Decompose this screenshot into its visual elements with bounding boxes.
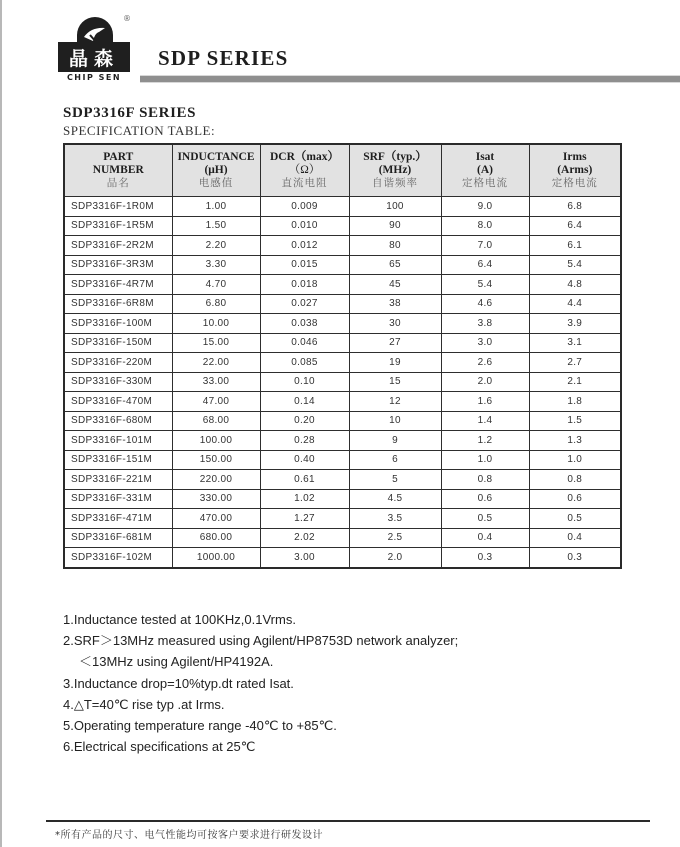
registered-mark: ® bbox=[123, 14, 131, 23]
section-title: SDP3316F SERIES bbox=[63, 105, 197, 121]
cell-dcr: 0.085 bbox=[260, 353, 349, 373]
cell-srf: 80 bbox=[349, 236, 441, 256]
header-part-number: PART NUMBER 品名 bbox=[64, 144, 172, 197]
cell-isat: 0.3 bbox=[441, 548, 529, 568]
cell-srf: 2.5 bbox=[349, 528, 441, 548]
cell-inductance: 4.70 bbox=[172, 275, 260, 295]
cell-dcr: 0.046 bbox=[260, 333, 349, 353]
cell-srf: 9 bbox=[349, 431, 441, 451]
cell-irms: 1.5 bbox=[529, 411, 621, 431]
cell-isat: 1.4 bbox=[441, 411, 529, 431]
cell-dcr: 0.027 bbox=[260, 294, 349, 314]
cell-isat: 5.4 bbox=[441, 275, 529, 295]
table-row bbox=[64, 275, 621, 295]
cell-isat: 0.8 bbox=[441, 470, 529, 490]
cell-inductance: 1.50 bbox=[172, 216, 260, 236]
table-row bbox=[64, 392, 621, 412]
cell-dcr: 0.61 bbox=[260, 470, 349, 490]
cell-part-number: SDP3316F-6R8M bbox=[64, 294, 172, 314]
cell-inductance: 1000.00 bbox=[172, 548, 260, 568]
note-2-continued: ＜13MHz using Agilent/HP4192A. bbox=[79, 654, 274, 670]
cell-dcr: 0.14 bbox=[260, 392, 349, 412]
cell-srf: 3.5 bbox=[349, 509, 441, 529]
cell-srf: 30 bbox=[349, 314, 441, 334]
table-row bbox=[64, 333, 621, 353]
cell-srf: 10 bbox=[349, 411, 441, 431]
cell-irms: 4.8 bbox=[529, 275, 621, 295]
footer-divider bbox=[46, 820, 650, 822]
cell-part-number: SDP3316F-2R2M bbox=[64, 236, 172, 256]
footer-note: *所有产品的尺寸、电气性能均可按客户要求进行研发设计 bbox=[55, 830, 323, 841]
cell-dcr: 0.20 bbox=[260, 411, 349, 431]
cell-isat: 2.6 bbox=[441, 353, 529, 373]
cell-inductance: 47.00 bbox=[172, 392, 260, 412]
table-row bbox=[64, 314, 621, 334]
cell-inductance: 150.00 bbox=[172, 450, 260, 470]
cell-isat: 9.0 bbox=[441, 197, 529, 217]
note-4: 4.△T=40℃ rise typ .at Irms. bbox=[63, 696, 225, 712]
cell-isat: 1.0 bbox=[441, 450, 529, 470]
cell-part-number: SDP3316F-100M bbox=[64, 314, 172, 334]
cell-isat: 0.6 bbox=[441, 489, 529, 509]
cell-srf: 2.0 bbox=[349, 548, 441, 568]
cell-inductance: 6.80 bbox=[172, 294, 260, 314]
header-inductance: INDUCTANCE (μH) 电感值 bbox=[172, 144, 260, 197]
cell-inductance: 22.00 bbox=[172, 353, 260, 373]
note-2: 2.SRF＞13MHz measured using Agilent/HP8753D network analyzer; bbox=[63, 633, 459, 649]
cell-srf: 45 bbox=[349, 275, 441, 295]
table-row bbox=[64, 197, 621, 217]
cell-irms: 1.8 bbox=[529, 392, 621, 412]
cell-isat: 8.0 bbox=[441, 216, 529, 236]
company-logo bbox=[57, 14, 135, 84]
cell-dcr: 0.40 bbox=[260, 450, 349, 470]
cell-srf: 15 bbox=[349, 372, 441, 392]
table-row bbox=[64, 470, 621, 490]
cell-part-number: SDP3316F-331M bbox=[64, 489, 172, 509]
series-title: SDP SERIES bbox=[158, 46, 289, 70]
cell-part-number: SDP3316F-680M bbox=[64, 411, 172, 431]
cell-srf: 65 bbox=[349, 255, 441, 275]
table-row bbox=[64, 294, 621, 314]
cell-irms: 2.1 bbox=[529, 372, 621, 392]
cell-inductance: 15.00 bbox=[172, 333, 260, 353]
cell-srf: 27 bbox=[349, 333, 441, 353]
cell-irms: 0.6 bbox=[529, 489, 621, 509]
cell-isat: 2.0 bbox=[441, 372, 529, 392]
table-row bbox=[64, 372, 621, 392]
header-srf: SRF（typ.） (MHz) 自谐频率 bbox=[349, 144, 441, 197]
cell-dcr: 0.015 bbox=[260, 255, 349, 275]
table-caption: SPECIFICATION TABLE: bbox=[63, 123, 216, 138]
table-row bbox=[64, 353, 621, 373]
cell-inductance: 2.20 bbox=[172, 236, 260, 256]
cell-part-number: SDP3316F-220M bbox=[64, 353, 172, 373]
cell-part-number: SDP3316F-681M bbox=[64, 528, 172, 548]
cell-srf: 6 bbox=[349, 450, 441, 470]
cell-inductance: 330.00 bbox=[172, 489, 260, 509]
cell-part-number: SDP3316F-330M bbox=[64, 372, 172, 392]
logo-cn-text: 晶森 bbox=[58, 42, 130, 72]
cell-inductance: 680.00 bbox=[172, 528, 260, 548]
cell-part-number: SDP3316F-150M bbox=[64, 333, 172, 353]
cell-srf: 100 bbox=[349, 197, 441, 217]
cell-inductance: 10.00 bbox=[172, 314, 260, 334]
note-1: 1.Inductance tested at 100KHz,0.1Vrms. bbox=[63, 612, 296, 627]
cell-srf: 12 bbox=[349, 392, 441, 412]
cell-irms: 1.0 bbox=[529, 450, 621, 470]
cell-isat: 3.8 bbox=[441, 314, 529, 334]
cell-part-number: SDP3316F-102M bbox=[64, 548, 172, 568]
cell-part-number: SDP3316F-151M bbox=[64, 450, 172, 470]
page-edge bbox=[0, 0, 2, 847]
cell-dcr: 1.27 bbox=[260, 509, 349, 529]
cell-dcr: 0.018 bbox=[260, 275, 349, 295]
cell-irms: 3.9 bbox=[529, 314, 621, 334]
cell-irms: 6.8 bbox=[529, 197, 621, 217]
cell-isat: 3.0 bbox=[441, 333, 529, 353]
cell-part-number: SDP3316F-3R3M bbox=[64, 255, 172, 275]
cell-srf: 5 bbox=[349, 470, 441, 490]
table-row bbox=[64, 236, 621, 256]
cell-isat: 7.0 bbox=[441, 236, 529, 256]
cell-srf: 38 bbox=[349, 294, 441, 314]
header-dcr: DCR（max） （Ω） 直流电阻 bbox=[260, 144, 349, 197]
cell-dcr: 0.009 bbox=[260, 197, 349, 217]
table-row bbox=[64, 489, 621, 509]
cell-part-number: SDP3316F-1R5M bbox=[64, 216, 172, 236]
cell-inductance: 470.00 bbox=[172, 509, 260, 529]
cell-irms: 6.4 bbox=[529, 216, 621, 236]
cell-part-number: SDP3316F-1R0M bbox=[64, 197, 172, 217]
table-row bbox=[64, 411, 621, 431]
table-row bbox=[64, 216, 621, 236]
cell-part-number: SDP3316F-471M bbox=[64, 509, 172, 529]
cell-irms: 2.7 bbox=[529, 353, 621, 373]
cell-irms: 1.3 bbox=[529, 431, 621, 451]
table-header-row bbox=[64, 144, 621, 197]
cell-inductance: 220.00 bbox=[172, 470, 260, 490]
table-row bbox=[64, 431, 621, 451]
cell-irms: 0.8 bbox=[529, 470, 621, 490]
cell-inductance: 68.00 bbox=[172, 411, 260, 431]
note-6: 6.Electrical specifications at 25℃ bbox=[63, 739, 256, 755]
cell-part-number: SDP3316F-101M bbox=[64, 431, 172, 451]
cell-inductance: 100.00 bbox=[172, 431, 260, 451]
cell-part-number: SDP3316F-470M bbox=[64, 392, 172, 412]
cell-isat: 4.6 bbox=[441, 294, 529, 314]
header-isat: Isat (A) 定格电流 bbox=[441, 144, 529, 197]
cell-irms: 0.4 bbox=[529, 528, 621, 548]
cell-isat: 6.4 bbox=[441, 255, 529, 275]
cell-inductance: 33.00 bbox=[172, 372, 260, 392]
table-row bbox=[64, 255, 621, 275]
table-row bbox=[64, 450, 621, 470]
note-5: 5.Operating temperature range -40℃ to +85℃. bbox=[63, 717, 337, 733]
cell-dcr: 0.012 bbox=[260, 236, 349, 256]
cell-isat: 1.6 bbox=[441, 392, 529, 412]
cell-irms: 0.3 bbox=[529, 548, 621, 568]
cell-dcr: 0.10 bbox=[260, 372, 349, 392]
cell-isat: 0.4 bbox=[441, 528, 529, 548]
note-3: 3.Inductance drop=10%typ.dt rated Isat. bbox=[63, 675, 294, 691]
cell-dcr: 1.02 bbox=[260, 489, 349, 509]
cell-dcr: 3.00 bbox=[260, 548, 349, 568]
cell-isat: 0.5 bbox=[441, 509, 529, 529]
cell-irms: 5.4 bbox=[529, 255, 621, 275]
cell-irms: 0.5 bbox=[529, 509, 621, 529]
table-row bbox=[64, 528, 621, 548]
cell-inductance: 3.30 bbox=[172, 255, 260, 275]
cell-irms: 6.1 bbox=[529, 236, 621, 256]
cell-isat: 1.2 bbox=[441, 431, 529, 451]
cell-part-number: SDP3316F-221M bbox=[64, 470, 172, 490]
notes-list bbox=[63, 609, 458, 757]
cell-dcr: 2.02 bbox=[260, 528, 349, 548]
logo-en-text: CHIP SEN bbox=[66, 73, 122, 82]
cell-irms: 3.1 bbox=[529, 333, 621, 353]
cell-inductance: 1.00 bbox=[172, 197, 260, 217]
cell-srf: 90 bbox=[349, 216, 441, 236]
cell-irms: 4.4 bbox=[529, 294, 621, 314]
cell-dcr: 0.038 bbox=[260, 314, 349, 334]
header-divider bbox=[140, 75, 680, 83]
cell-part-number: SDP3316F-4R7M bbox=[64, 275, 172, 295]
specification-table bbox=[63, 143, 622, 569]
cell-srf: 19 bbox=[349, 353, 441, 373]
cell-dcr: 0.010 bbox=[260, 216, 349, 236]
cell-srf: 4.5 bbox=[349, 489, 441, 509]
cell-dcr: 0.28 bbox=[260, 431, 349, 451]
table-row bbox=[64, 509, 621, 529]
header-irms: Irms (Arms) 定格电流 bbox=[529, 144, 621, 197]
table-row bbox=[64, 548, 621, 568]
